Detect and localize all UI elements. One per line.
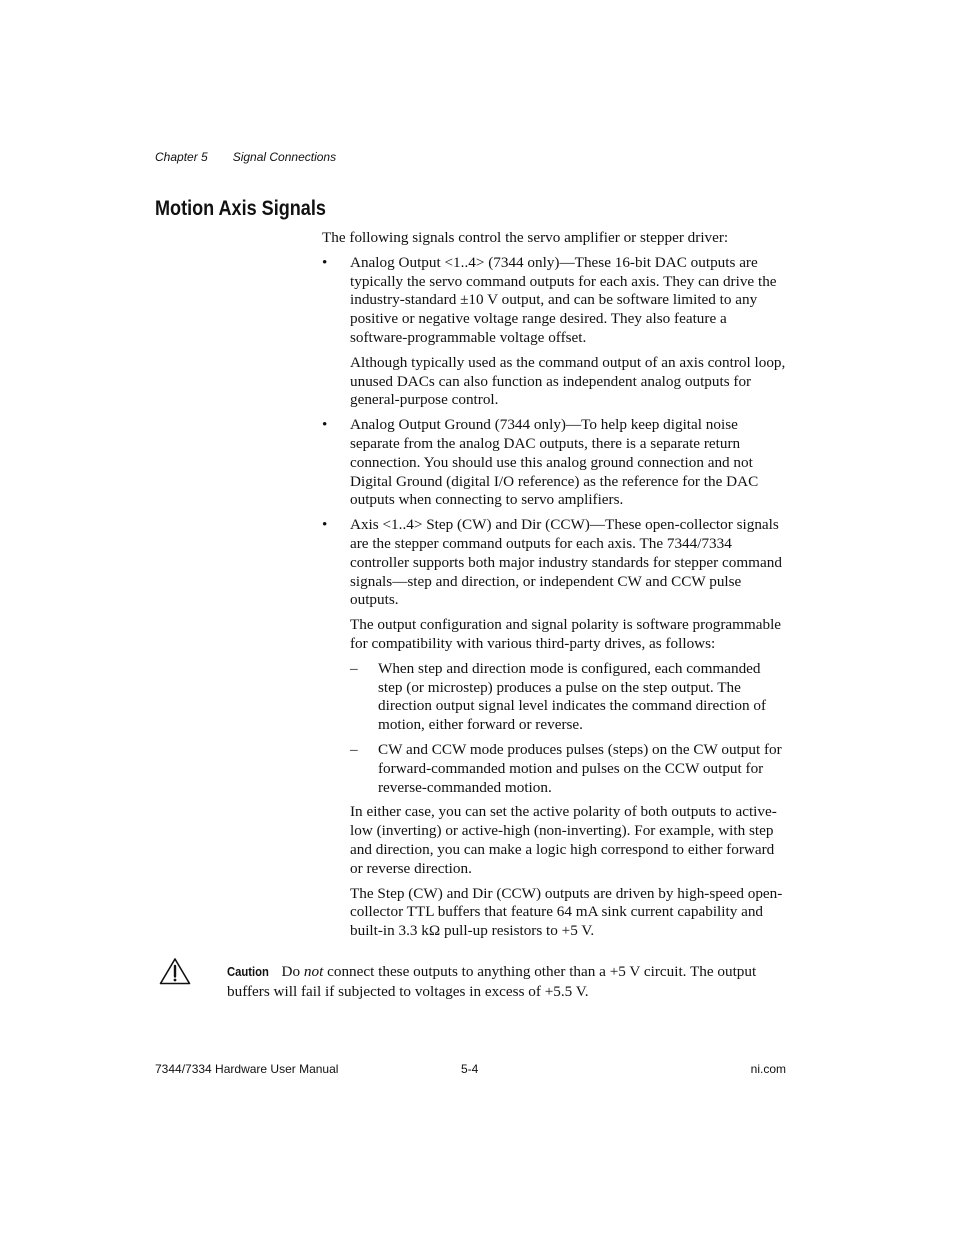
list-item bbox=[322, 516, 786, 941]
caution-emphasis: not bbox=[303, 963, 324, 980]
footer-website: ni.com bbox=[750, 1062, 786, 1076]
bullet-marker: • bbox=[322, 516, 328, 534]
body-text bbox=[322, 229, 786, 947]
paragraph: In either case, you can set the active polarity of both outputs to active-low (inverting) or active-high (non-inverting). For example, with step and direction, you can make a logic high correspond to either forward or reverse direction. bbox=[350, 803, 777, 877]
list-item bbox=[322, 254, 786, 410]
list-item bbox=[322, 416, 786, 510]
chapter-label: Chapter 5 bbox=[155, 150, 208, 164]
paragraph: The Step (CW) and Dir (CCW) outputs are driven by high-speed open-collector TTL buffers that feature 64 mA sink current capability and built-in 3.3 kΩ pull-up resistors to +5 V. bbox=[350, 884, 783, 940]
dash-marker: – bbox=[350, 659, 358, 677]
paragraph: Analog Output Ground (7344 only)—To help keep digital noise separate from the analog DAC outputs, there is a separate return connection. You should use this analog ground connection and not Digital Ground (digital I/O reference) as the reference for the DAC outputs when connecting to servo amplifiers. bbox=[350, 416, 759, 509]
caution-text: Do bbox=[281, 963, 304, 980]
caution-note bbox=[227, 962, 789, 1001]
intro-paragraph: The following signals control the servo amplifier or stepper driver: bbox=[322, 229, 729, 246]
paragraph: Analog Output <1..4> (7344 only)—These 16-bit DAC outputs are typically the servo command outputs for each axis. They can drive the industry-standard ±10 V output, and can be software limited to any positive or negative voltage range desired. They also feature a software-programmable voltage offset. bbox=[350, 253, 777, 346]
dash-marker: – bbox=[350, 740, 358, 758]
sub-list-item bbox=[350, 660, 786, 735]
paragraph: Although typically used as the command output of an axis control loop, unused DACs can also function as independent analog outputs for general-purpose control. bbox=[350, 353, 786, 409]
footer-manual-title: 7344/7334 Hardware User Manual bbox=[155, 1062, 339, 1076]
sub-list-item bbox=[350, 741, 786, 797]
paragraph: CW and CCW mode produces pulses (steps) on the CW output for forward-commanded motion and pulses on the CCW output for reverse-commanded motion. bbox=[378, 740, 782, 796]
caution-label: Caution bbox=[227, 965, 269, 979]
warning-triangle-icon bbox=[159, 957, 191, 985]
section-title: Motion Axis Signals bbox=[155, 197, 326, 220]
paragraph: Axis <1..4> Step (CW) and Dir (CCW)—These open-collector signals are the stepper command outputs for each axis. The 7344/7334 controller supports both major industry standards for stepper command signals—step and direction, or independent CW and CCW pulse outputs. bbox=[350, 516, 782, 609]
running-header bbox=[155, 150, 336, 164]
paragraph: When step and direction mode is configured, each commanded step (or microstep) produces a pulse on the step output. The direction output signal level indicates the command direction of motion, either forward or reverse. bbox=[378, 659, 767, 734]
bullet-marker: • bbox=[322, 253, 328, 271]
page-number: 5-4 bbox=[461, 1062, 479, 1076]
bullet-marker: • bbox=[322, 416, 328, 434]
section-label: Signal Connections bbox=[232, 150, 337, 164]
paragraph: The output configuration and signal polarity is software programmable for compatibility with various third-party drives, as follows: bbox=[350, 616, 782, 652]
caution-text: connect these outputs to anything other than a +5 V circuit. The output buffers will fail if subjected to voltages in excess of +5.5 V. bbox=[227, 963, 757, 1000]
